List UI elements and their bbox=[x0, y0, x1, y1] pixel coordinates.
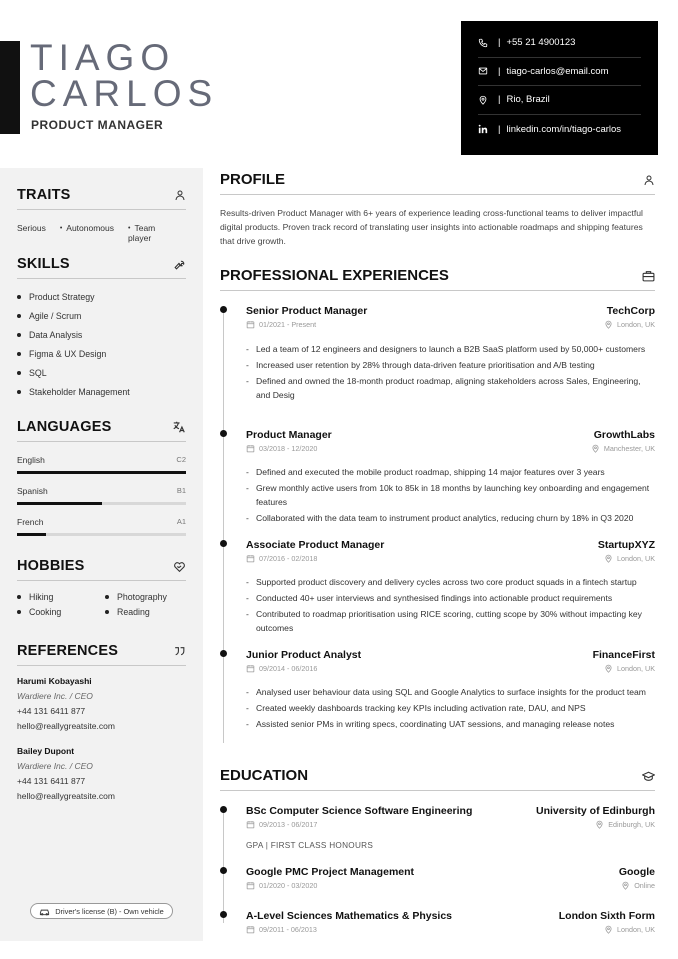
profile-title: PROFILE bbox=[220, 171, 286, 188]
hobby-item: Hiking bbox=[17, 592, 105, 602]
name-last: CARLOS bbox=[30, 73, 219, 114]
contact-location bbox=[478, 86, 641, 115]
traits-heading bbox=[17, 187, 186, 210]
degree-title: Google PMC Project Management bbox=[246, 866, 415, 878]
language-bar bbox=[17, 502, 186, 505]
timeline-dot bbox=[220, 306, 227, 313]
language-bar bbox=[17, 471, 186, 474]
job-bullet: - Conducted 40+ user interviews and synthesised findings into actionable product requirements bbox=[246, 592, 656, 606]
candidate-name bbox=[30, 37, 219, 114]
degree-title: BSc Computer Science Software Engineering bbox=[246, 805, 473, 817]
contact-separator: | bbox=[498, 37, 501, 49]
education-dates-text: 09/2013 - 06/2017 bbox=[259, 820, 318, 829]
timeline-dot bbox=[220, 806, 227, 813]
graduation-cap-icon bbox=[642, 770, 655, 782]
education-dates-text: 09/2011 - 06/2013 bbox=[259, 925, 317, 934]
language-bar bbox=[17, 533, 186, 536]
company-name: FinanceFirst bbox=[592, 649, 655, 661]
languages-heading bbox=[17, 419, 186, 442]
profile-heading bbox=[220, 171, 655, 195]
school-name: Google bbox=[618, 866, 655, 878]
job-location-text: Manchester, UK bbox=[603, 444, 655, 453]
education-location-text: Edinburgh, UK bbox=[608, 820, 655, 829]
calendar-icon bbox=[246, 925, 255, 934]
education-entry bbox=[220, 805, 655, 855]
linkedin-icon bbox=[478, 124, 494, 134]
job-title: Senior Product Manager bbox=[246, 305, 368, 317]
traits-title: TRAITS bbox=[17, 187, 71, 203]
wrench-icon bbox=[173, 258, 186, 271]
language-level: A1 bbox=[176, 517, 186, 526]
reference-name: Harumi Kobayashi bbox=[17, 676, 92, 686]
calendar-icon bbox=[246, 664, 255, 673]
email-text: tiago-carlos@email.com bbox=[506, 65, 609, 77]
calendar-icon bbox=[246, 444, 255, 453]
reference-company: Wardiere Inc. / CEO bbox=[17, 761, 93, 771]
phone-text: +55 21 4900123 bbox=[506, 37, 576, 49]
job-title: Product Manager bbox=[246, 429, 332, 441]
language-bar-fill bbox=[17, 533, 46, 536]
location-pin-icon bbox=[604, 554, 613, 563]
education-location bbox=[621, 881, 655, 890]
job-dates-text: 03/2018 - 12/2020 bbox=[259, 444, 318, 453]
location-text: Rio, Brazil bbox=[506, 94, 550, 106]
job-dates-text: 01/2021 - Present bbox=[259, 320, 317, 329]
location-pin-icon bbox=[478, 95, 494, 105]
driver-license-badge bbox=[30, 903, 173, 919]
linkedin-text: linkedin.com/in/tiago-carlos bbox=[506, 123, 622, 135]
reference-email[interactable]: hello@reallygreatsite.com bbox=[17, 721, 115, 731]
job-bullet: - Led a team of 12 engineers and designers to launch a B2B SaaS platform used by 50,000+ customers bbox=[246, 343, 656, 357]
job-location-text: London, UK bbox=[617, 554, 655, 563]
language-english bbox=[17, 455, 186, 474]
calendar-icon bbox=[246, 820, 255, 829]
skill-item: Product Strategy bbox=[17, 287, 130, 306]
education-location bbox=[595, 820, 655, 829]
language-level: C2 bbox=[176, 455, 186, 464]
experience-entry bbox=[220, 539, 655, 639]
job-bullet: - Defined and owned the 18-month product roadmap, aligning stakeholders across Sales, Engineering, and Desig bbox=[246, 375, 656, 402]
education-entry bbox=[220, 910, 655, 950]
job-bullet: - Grew monthly active users from 10k to 85k in 18 months by launching key onboarding and engagement features bbox=[246, 482, 656, 509]
trait-item: Serious bbox=[17, 223, 46, 233]
job-dates-text: 07/2016 - 02/2018 bbox=[259, 554, 318, 563]
calendar-icon bbox=[246, 881, 255, 890]
language-bar-fill bbox=[17, 471, 186, 474]
location-pin-icon bbox=[595, 820, 604, 829]
hobby-item: Reading bbox=[105, 607, 185, 617]
job-location-text: London, UK bbox=[617, 320, 655, 329]
job-bullet: - Supported product discovery and delivery cycles across two core product squads in a fintech startup bbox=[246, 576, 656, 590]
person-icon bbox=[174, 189, 186, 201]
name-first: TIAGO bbox=[30, 37, 176, 78]
skill-item: SQL bbox=[17, 363, 130, 382]
reference-item bbox=[17, 674, 115, 734]
education-dates-text: 01/2020 - 03/2020 bbox=[259, 881, 318, 890]
job-dates-text: 09/2014 - 06/2016 bbox=[259, 664, 318, 673]
experience-entry bbox=[220, 429, 655, 529]
traits-list bbox=[17, 223, 192, 243]
reference-company: Wardiere Inc. / CEO bbox=[17, 691, 93, 701]
education-heading bbox=[220, 767, 655, 791]
experience-heading bbox=[220, 267, 655, 291]
skill-item: Figma & UX Design bbox=[17, 344, 130, 363]
job-location bbox=[604, 320, 655, 329]
education-note: GPA | FIRST CLASS HONOURS bbox=[246, 841, 374, 850]
timeline-dot bbox=[220, 650, 227, 657]
calendar-icon bbox=[246, 554, 255, 563]
skill-item: Stakeholder Management bbox=[17, 382, 130, 401]
education-title: EDUCATION bbox=[220, 767, 309, 784]
job-bullet: - Increased user retention by 28% through data-driven feature prioritisation and A/B testing bbox=[246, 359, 656, 373]
language-level: B1 bbox=[176, 486, 186, 495]
job-title: Associate Product Manager bbox=[246, 539, 385, 551]
phone-icon bbox=[478, 38, 494, 48]
mail-icon bbox=[478, 66, 494, 76]
job-dates bbox=[246, 664, 317, 673]
trait-item: • Autonomous bbox=[60, 223, 114, 243]
hobby-item: Photography bbox=[105, 592, 185, 602]
translate-icon bbox=[172, 420, 186, 434]
candidate-role: PRODUCT MANAGER bbox=[31, 118, 164, 132]
job-bullet: - Defined and executed the mobile product roadmap, shipping 14 major features over 3 years bbox=[246, 466, 656, 480]
timeline-dot bbox=[220, 540, 227, 547]
language-bar-fill bbox=[17, 502, 102, 505]
references-title: REFERENCES bbox=[17, 643, 119, 659]
trait-item: • Team player bbox=[128, 223, 178, 243]
job-bullets bbox=[246, 466, 656, 528]
experience-entry bbox=[220, 649, 655, 749]
location-pin-icon bbox=[604, 664, 613, 673]
language-french bbox=[17, 517, 186, 536]
education-location-text: Online bbox=[634, 881, 655, 890]
contact-separator: | bbox=[498, 65, 501, 77]
timeline-dot bbox=[220, 867, 227, 874]
experience-entry bbox=[220, 305, 655, 415]
job-bullet: - Contributed to roadmap prioritisation using RICE scoring, cutting scope by 30% without impacting key outcomes bbox=[246, 608, 656, 635]
language-spanish bbox=[17, 486, 186, 505]
education-location bbox=[604, 925, 655, 934]
contact-linkedin[interactable] bbox=[478, 115, 641, 144]
skills-title: SKILLS bbox=[17, 256, 70, 272]
job-bullets bbox=[246, 343, 656, 405]
location-pin-icon bbox=[604, 925, 613, 934]
job-bullet: - Collaborated with the data team to instrument product analytics, reducing churn by 18% in Q3 2020 bbox=[246, 512, 656, 526]
contact-separator: | bbox=[498, 123, 501, 135]
education-dates bbox=[246, 925, 317, 934]
timeline-dot bbox=[220, 430, 227, 437]
company-name: StartupXYZ bbox=[597, 539, 655, 551]
hobby-item: Cooking bbox=[17, 607, 105, 617]
education-entry bbox=[220, 866, 655, 906]
contact-separator: | bbox=[498, 94, 501, 106]
job-location bbox=[604, 664, 655, 673]
car-icon bbox=[39, 907, 50, 916]
experience-title: PROFESSIONAL EXPERIENCES bbox=[220, 267, 449, 284]
education-location-text: London, UK bbox=[617, 925, 655, 934]
contact-email[interactable] bbox=[478, 58, 641, 87]
timeline-dot bbox=[220, 911, 227, 918]
profile-summary: Results-driven Product Manager with 6+ years of experience leading cross-functional teams to deliver impactful digital products. Proven track record of translating user insights into actionable roadmaps and shipping features that drive growth. bbox=[220, 208, 643, 246]
reference-phone[interactable]: +44 131 6411 877 bbox=[17, 706, 86, 716]
hobbies-list bbox=[17, 592, 187, 617]
license-text: Driver's license (B) - Own vehicle bbox=[55, 906, 164, 916]
reference-phone[interactable]: +44 131 6411 877 bbox=[17, 776, 86, 786]
job-bullet: - Assisted senior PMs in writing specs, coordinating UAT sessions, and managing release notes bbox=[246, 718, 656, 732]
job-bullet: - Analysed user behaviour data using SQL and Google Analytics to surface insights for the product team bbox=[246, 686, 656, 700]
company-name: TechCorp bbox=[606, 305, 655, 317]
location-pin-icon bbox=[604, 320, 613, 329]
contact-phone[interactable] bbox=[478, 29, 641, 58]
sidebar bbox=[0, 168, 203, 941]
reference-item bbox=[17, 744, 115, 804]
job-bullet: - Created weekly dashboards tracking key KPIs including activation rate, DAU, and NPS bbox=[246, 702, 656, 716]
references-heading bbox=[17, 643, 186, 666]
location-pin-icon bbox=[621, 881, 630, 890]
reference-email[interactable]: hello@reallygreatsite.com bbox=[17, 791, 115, 801]
school-name: University of Edinburgh bbox=[535, 805, 655, 817]
job-location bbox=[604, 554, 655, 563]
hobbies-heading bbox=[17, 558, 186, 581]
education-dates bbox=[246, 820, 317, 829]
heart-hand-icon bbox=[173, 560, 186, 573]
degree-title: A-Level Sciences Mathematics & Physics bbox=[246, 910, 453, 922]
skill-item: Data Analysis bbox=[17, 325, 130, 344]
language-name: Spanish bbox=[17, 486, 48, 496]
calendar-icon bbox=[246, 320, 255, 329]
skills-heading bbox=[17, 256, 186, 279]
language-name: English bbox=[17, 455, 45, 465]
quote-icon bbox=[173, 645, 186, 658]
skill-item: Agile / Scrum bbox=[17, 306, 130, 325]
job-dates bbox=[246, 554, 317, 563]
languages-title: LANGUAGES bbox=[17, 419, 112, 435]
company-name: GrowthLabs bbox=[593, 429, 655, 441]
job-dates bbox=[246, 320, 316, 329]
school-name: London Sixth Form bbox=[558, 910, 655, 922]
contact-box bbox=[461, 21, 658, 155]
briefcase-icon bbox=[642, 270, 655, 282]
job-title: Junior Product Analyst bbox=[246, 649, 362, 661]
person-icon bbox=[643, 174, 655, 186]
job-dates bbox=[246, 444, 317, 453]
reference-name: Bailey Dupont bbox=[17, 746, 75, 756]
accent-bar bbox=[0, 41, 20, 134]
job-location-text: London, UK bbox=[617, 664, 655, 673]
location-pin-icon bbox=[591, 444, 600, 453]
job-location bbox=[591, 444, 655, 453]
education-dates bbox=[246, 881, 317, 890]
skills-list bbox=[17, 287, 130, 401]
hobbies-title: HOBBIES bbox=[17, 558, 85, 574]
language-name: French bbox=[17, 517, 44, 527]
job-bullets bbox=[246, 686, 656, 734]
job-bullets bbox=[246, 576, 656, 638]
